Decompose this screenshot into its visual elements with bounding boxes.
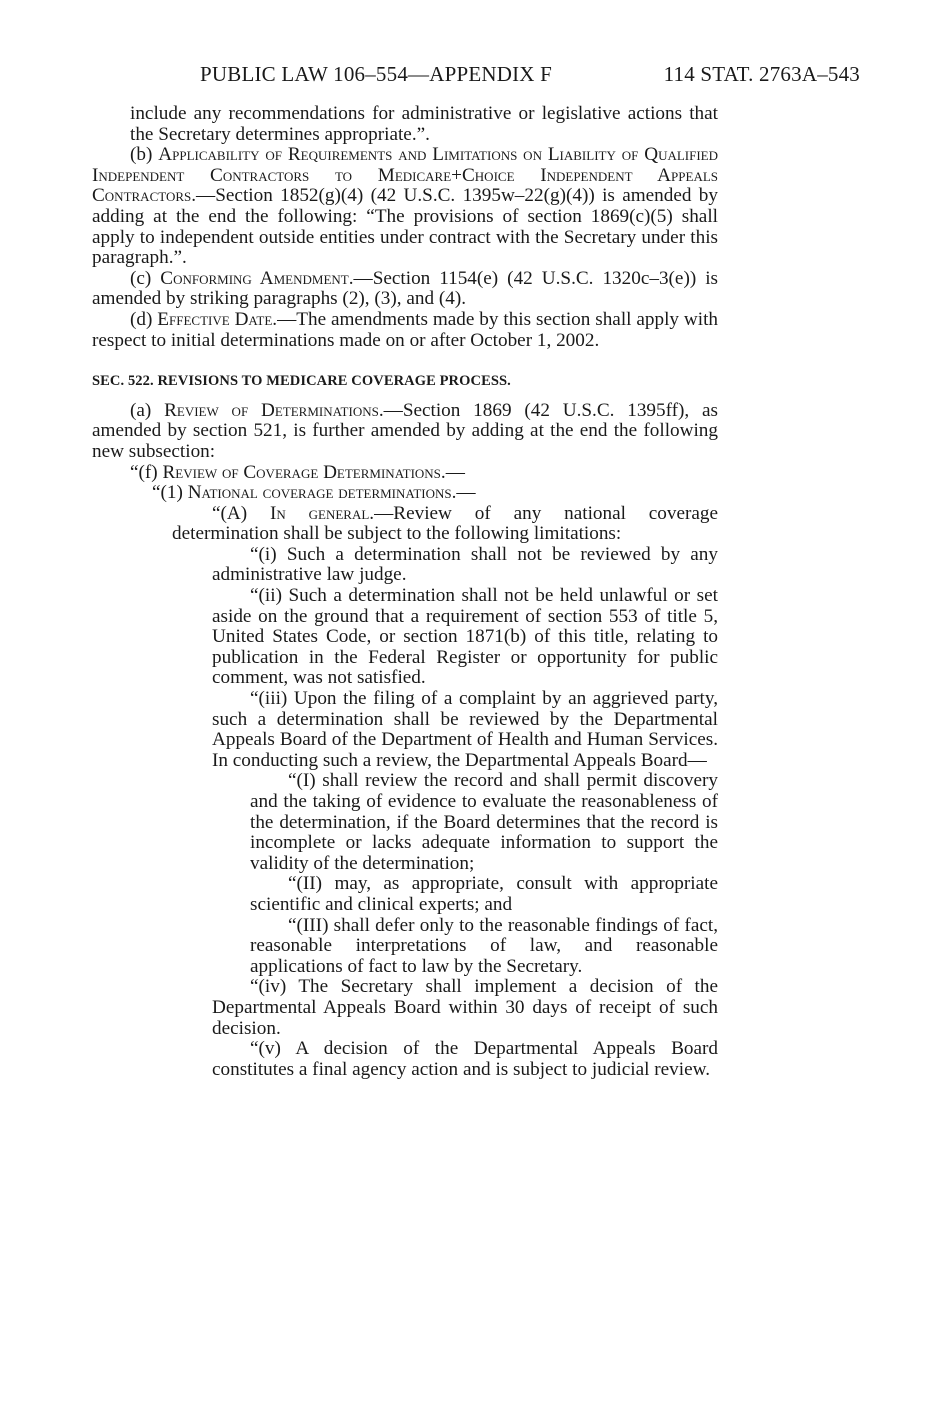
subclause-III: “(III) shall defer only to the reasonable findings of fact, reasonable interpretations of law, and reasonable applications of fact to law by the Secretary. bbox=[250, 914, 718, 977]
subsection-d bbox=[92, 310, 718, 351]
subsection-text: —Section 1852(g)(4) (42 U.S.C. 1395w–22(g)(4)) is amended by adding at the end the following: “The provisions of section 1869(c)(5) shall apply to independent outside entities under contract with the Secretary under this paragraph.”. bbox=[92, 185, 718, 269]
continued-paragraph bbox=[92, 104, 718, 145]
subparagraph-heading: In general. bbox=[270, 502, 375, 524]
paragraph-text: include any recommendations for administrative or legislative actions that the Secretary determines appropriate.”. bbox=[130, 103, 718, 145]
subsection-label: “(f) bbox=[130, 461, 158, 483]
subclause-II: “(II) may, as appropriate, consult with appropriate scientific and clinical experts; and bbox=[250, 873, 718, 915]
paragraph-1 bbox=[92, 483, 718, 504]
subsection-text: —The amendments made by this section shall apply with respect to initial determinations made on or after October 1, 2002. bbox=[92, 308, 719, 351]
quoted-subsection-f bbox=[92, 463, 718, 484]
subsection-heading: Review of Coverage Determinations. bbox=[162, 461, 446, 483]
subsection-c bbox=[92, 269, 718, 310]
clause-ii: “(ii) Such a determination shall not be held unlawful or set aside on the ground that a requirement of section 553 of title 5, United States Code, or section 1871(b) of this title, relating to publication in the Federal Register or opportunity for public comment, was not satisfied. bbox=[212, 585, 718, 689]
section-heading: SEC. 522. REVISIONS TO MEDICARE COVERAGE PROCESS. bbox=[92, 373, 511, 390]
running-title: PUBLIC LAW 106–554—APPENDIX F bbox=[200, 62, 553, 86]
subsection-text: —Section 1869 (42 U.S.C. 1395ff), as amended by section 521, is further amended by adding at the end the following new subsection: bbox=[92, 399, 718, 462]
heading-dash: — bbox=[456, 482, 476, 504]
paragraph-label: “(1) bbox=[152, 482, 183, 504]
subparagraph-label: “(A) bbox=[212, 502, 248, 524]
subsection-heading: Review of Determinations. bbox=[164, 399, 384, 421]
clause-iii: “(iii) Upon the filing of a complaint by an aggrieved party, such a determination shall be reviewed by the Departmental Appeals Board of the Department of Health and Human Services. In conducting such a review, the Departmental Appeals Board— bbox=[212, 688, 718, 771]
subsection-heading: Applicability of Requirements and Limitations on Liability of Qualified Independent Contractors to Medicare+Choice Independent Appeals Contractors. bbox=[92, 144, 719, 207]
subsection-text: —Section 1154(e) (42 U.S.C. 1320c–3(e)) is amended by striking paragraphs (2), (3), and (4). bbox=[92, 267, 719, 310]
subsection-label: (c) bbox=[130, 267, 152, 289]
running-header bbox=[200, 62, 860, 87]
subsection-heading: Effective Date. bbox=[157, 308, 278, 330]
clause-iv: “(iv) The Secretary shall implement a decision of the Departmental Appeals Board within 30 days of receipt of such decision. bbox=[212, 976, 718, 1039]
heading-dash: — bbox=[445, 461, 465, 483]
subsection-label: (d) bbox=[130, 308, 153, 330]
page-number: 114 STAT. 2763A–543 bbox=[663, 62, 860, 86]
clause-v: “(v) A decision of the Departmental Appeals Board constitutes a final agency action and is subject to judicial review. bbox=[212, 1038, 718, 1080]
subsection-label: (a) bbox=[130, 399, 152, 421]
subclause-I: “(I) shall review the record and shall permit discovery and the taking of evidence to evaluate the reasonableness of the determination, if the Board determines that the record is incomplete or lacks adequate information to support the validity of the determination; bbox=[250, 770, 718, 874]
subparagraph-A bbox=[92, 504, 718, 545]
subsection-b bbox=[92, 145, 718, 269]
subparagraph-text: —Review of any national coverage determination shall be subject to the following limitations: bbox=[172, 502, 719, 545]
subsection-a bbox=[92, 401, 718, 463]
subsection-label: (b) bbox=[130, 144, 153, 166]
subsection-heading: Conforming Amendment. bbox=[160, 267, 354, 289]
document-body bbox=[92, 104, 718, 1080]
clause-i: “(i) Such a determination shall not be reviewed by any administrative law judge. bbox=[212, 543, 718, 586]
paragraph-heading: National coverage determinations. bbox=[187, 482, 457, 504]
